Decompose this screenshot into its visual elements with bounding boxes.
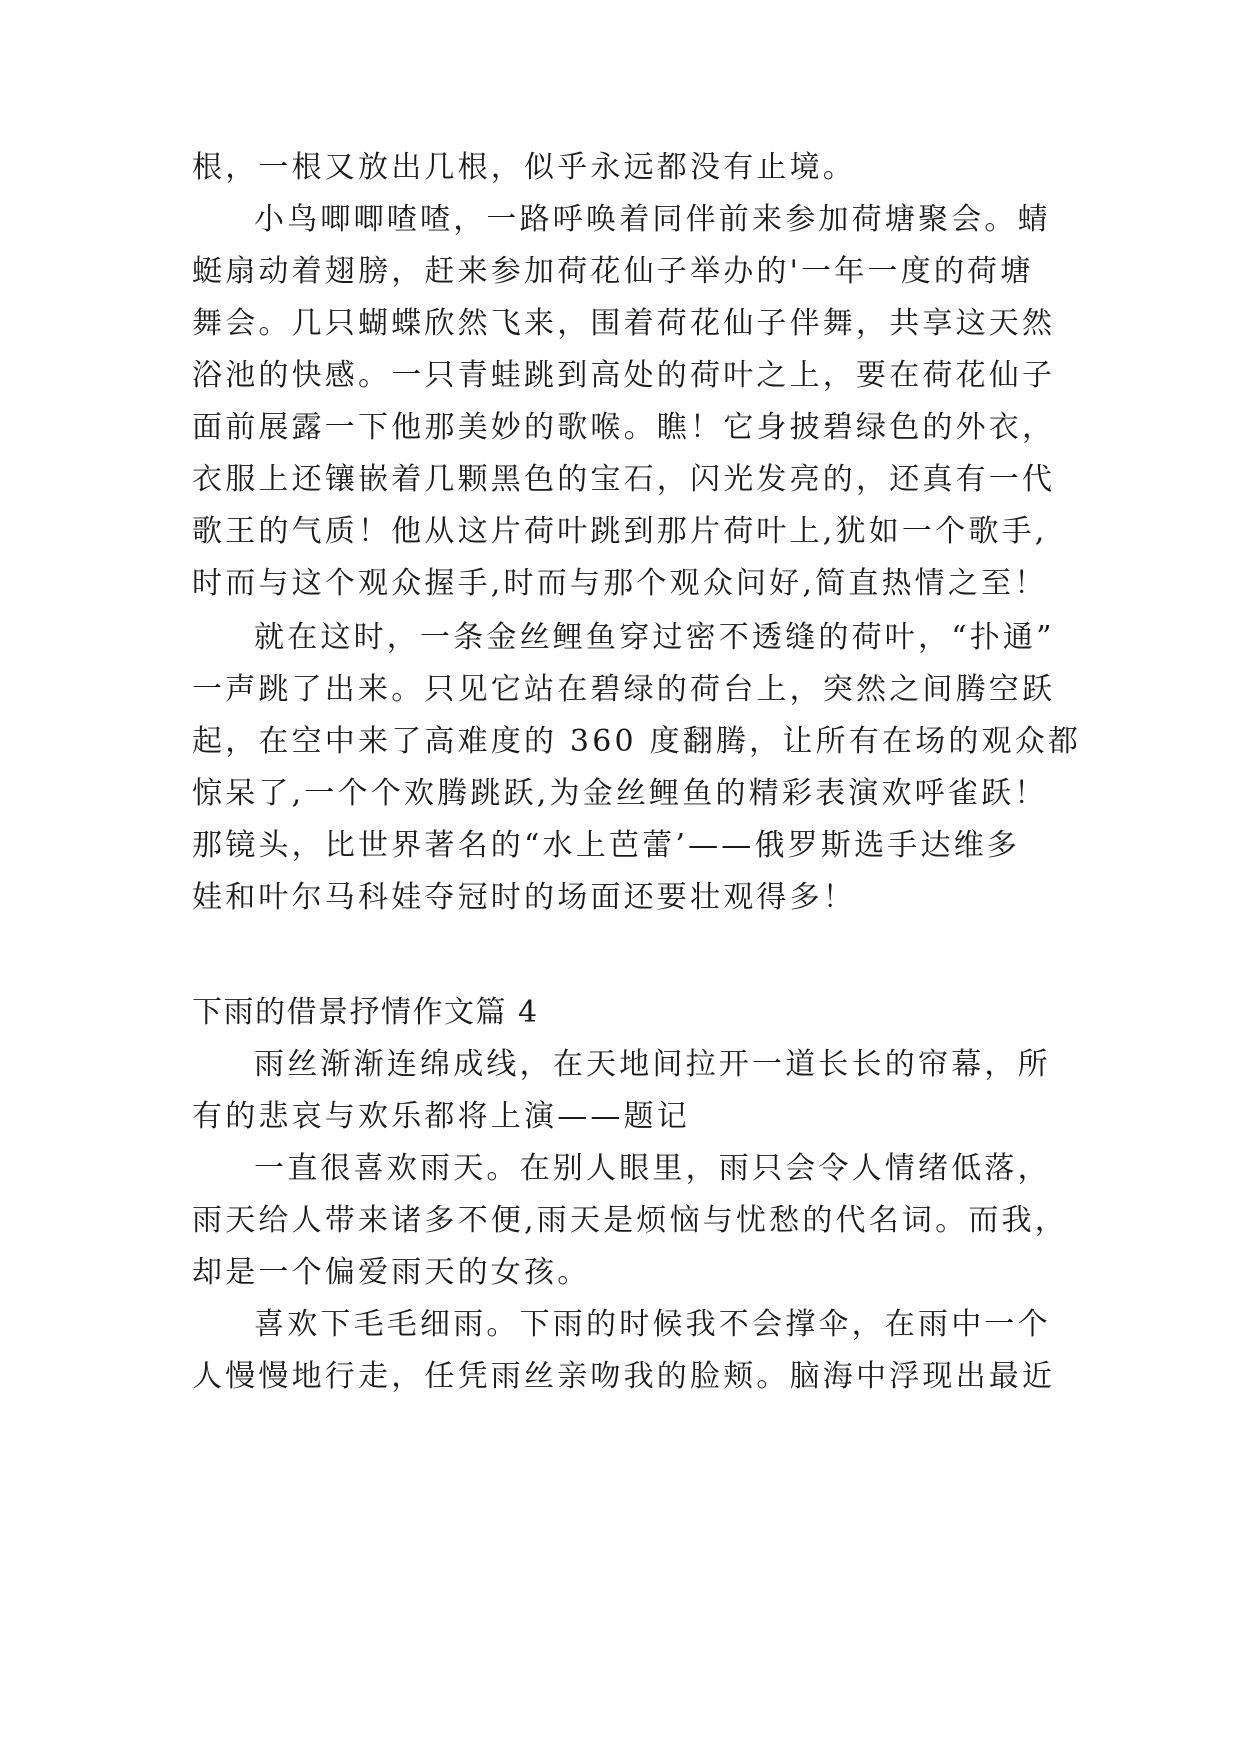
- paragraph-first-line: 小鸟唧唧喳喳，一路呼唤着同伴前来参加荷塘聚会。蜻: [254, 202, 1051, 237]
- text-line: 时而与这个观众握手,时而与那个观众问好,简直热情之至！: [192, 566, 1048, 601]
- text-line: 衣服上还镶嵌着几颗黑色的宝石，闪光发亮的，还真有一代: [192, 462, 1056, 497]
- text-line: 浴池的快感。一只青蛙跳到高处的荷叶之上，要在荷花仙子: [192, 358, 1056, 393]
- text-line: 蜓扇动着翅膀，赶来参加荷花仙子举办的'一年一度的荷塘: [192, 254, 1034, 289]
- text-line: 面前展露一下他那美妙的歌喉。瞧！它身披碧绿色的外衣，: [192, 410, 1056, 445]
- text-line: 雨天给人带来诸多不便,雨天是烦恼与忧愁的代名词。而我，: [192, 1203, 1068, 1238]
- text-line: 根，一根又放出几根，似乎永远都没有止境。: [192, 150, 856, 185]
- text-line: 那镜头，比世界著名的“水上芭蕾’——俄罗斯选手达维多: [192, 828, 1021, 863]
- paragraph-first-line: 雨丝渐渐连绵成线，在天地间拉开一道长长的帘幕，所: [254, 1047, 1051, 1082]
- paragraph-first-line: 一直很喜欢雨天。在别人眼里，雨只会令人情绪低落，: [254, 1151, 1051, 1186]
- text-line: 人慢慢地行走，任凭雨丝亲吻我的脸颊。脑海中浮现出最近: [192, 1359, 1056, 1394]
- paragraph-first-line: 喜欢下毛毛细雨。下雨的时候我不会撑伞，在雨中一个: [254, 1307, 1051, 1342]
- text-line: 舞会。几只蝴蝶欣然飞来，围着荷花仙子伴舞，共享这天然: [192, 306, 1056, 341]
- text-line: 娃和叶尔马科娃夺冠时的场面还要壮观得多！: [192, 880, 856, 915]
- section-heading: 下雨的借景抒情作文篇 4: [192, 995, 539, 1030]
- paragraph-first-line: 就在这时，一条金丝鲤鱼穿过密不透缝的荷叶，“扑通”: [254, 620, 1055, 655]
- text-line: 却是一个偏爱雨天的女孩。: [192, 1255, 591, 1290]
- text-line: 一声跳了出来。只见它站在碧绿的荷台上，突然之间腾空跃: [192, 672, 1056, 707]
- text-line: 惊呆了,一个个欢腾跳跃,为金丝鲤鱼的精彩表演欢呼雀跃！: [192, 776, 1048, 811]
- text-line: 有的悲哀与欢乐都将上演——题记: [192, 1099, 690, 1134]
- text-line: 起，在空中来了高难度的 360 度翻腾，让所有在场的观众都: [192, 724, 1082, 759]
- text-line: 歌王的气质！他从这片荷叶跳到那片荷叶上,犹如一个歌手,: [192, 514, 1048, 549]
